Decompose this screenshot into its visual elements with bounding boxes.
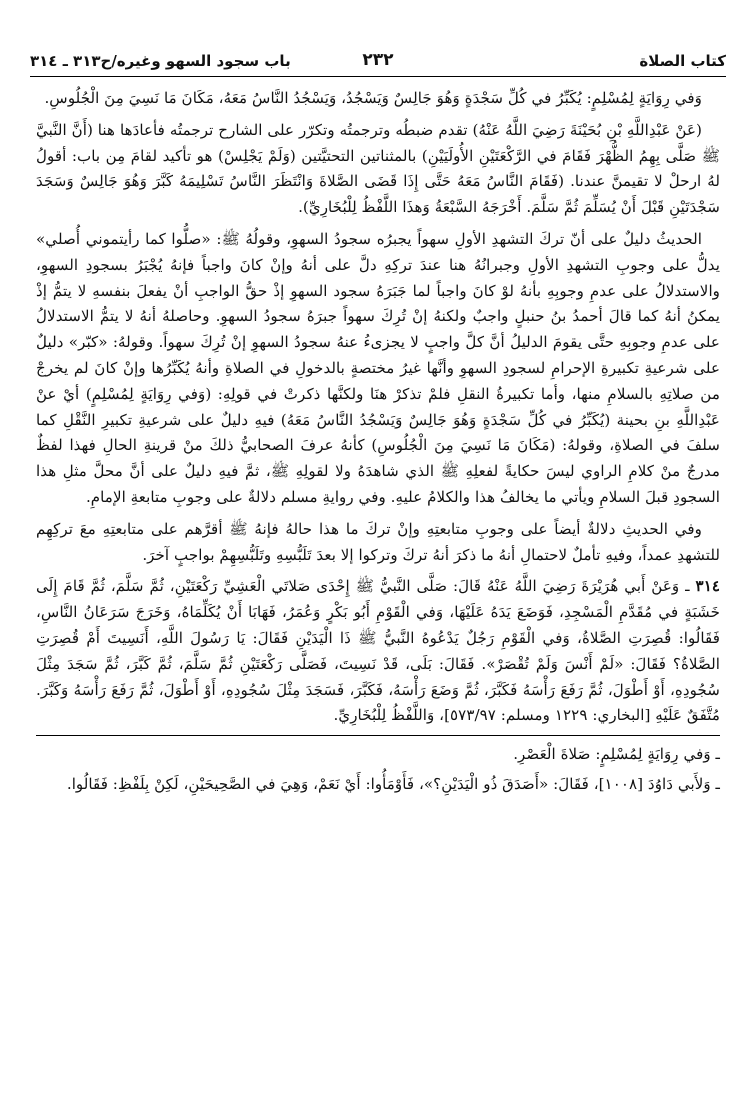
muslim-variant-line: ـ وَفي رِوَايَةٍ لِمُسْلِمٍ: صَلاةَ الْعَصْرِ.	[513, 745, 720, 764]
page-header	[30, 46, 726, 77]
book-title: كتاب الصلاة	[639, 52, 726, 70]
page-number: ٢٣٢	[362, 50, 394, 70]
page-body	[36, 86, 720, 1090]
hadith-314	[36, 574, 720, 729]
divider	[36, 735, 720, 736]
abu-dawud-variant-line: ـ وَلأَبي دَاوُدَ [١٠٠٨]، فَقَالَ: «أَصَدَقَ ذُو الْيَدَيْنِ؟»، فَأَوْمَأُوا: أَيْ نَعَمْ، وَهِيَ في الصَّحِيحَيْنِ، لَكِنْ بِلَفْظِ: فَقَالُوا.	[66, 774, 720, 793]
commentary-paragraph-3: وفي الحديثِ دلالةٌ أيضاً على وجوبِ متابعتِهِ وإنْ تركَ ما هذا حالهُ فإنهُ ﷺ أقرَّهم على متابعتِهِ معَ تركِهِم للتشهدِ عمداً، وفيهِ تأملٌ لاحتمالِ أنهُ ما ذكرَ أنهُ تركَ وتركوا إلا بعدَ تَلَبُّسِهِ وتَلَبُّسِهِمْ بواجبٍ آخرَ.	[36, 519, 720, 564]
commentary-paragraph-1: (عَنْ عَبْدِاللَّهِ بْنِ بُحَيْنَةَ رَضِيَ اللَّهُ عَنْهُ) تقدم ضبطُه وترجمتُه وتكرّر على الشارح ترجمتُه فأعادَها هنا (أَنَّ النَّبيَّ ﷺ صَلَّى بِهِمُ الظُّهْرَ فَقَامَ في الرَّكْعَتَيْنِ الأُولَيَيْنِ) بالمثناتين التحتيَّتين (وَلَمْ يَجْلِسْ) هو تأكيد لقامَ مِن باب: أقولُ لهُ ارحلْ لا تقيمنَّ عندنا. (فَقَامَ النَّاسُ مَعَهُ حَتَّى إِذَا قَضَى الصَّلاةَ وَانْتَظَرَ النَّاسُ تَسْلِيمَهُ كَبَّرَ وَهُوَ جَالِسٌ وَسَجَدَ سَجْدَتَيْنِ قَبْلَ أَنْ يُسَلِّمَ ثُمَّ سَلَّمَ. أَخْرَجَهُ السَّبْعَةُ وَهذَا اللَّفْظُ لِلْبُخَارِيِّ).	[36, 120, 720, 217]
commentary-paragraph-2: الحديثُ دليلٌ على أنّ تركَ التشهدِ الأولِ سهواً يجبرُه سجودُ السهوِ، وقولُهُ ﷺ: «صلُّوا كما رأيتموني أُصلي» يدلُّ على وجوبِ التشهدِ الأولِ وجبرانُهُ هنا عندَ تركِهِ دلَّ على أنهُ وإنْ كانَ واجباً فإنهُ يُجْبَرُ بسجودِ السهوِ، والاستدلالُ على عدمِ وجوبِهِ بأنهُ لوْ كانَ واجباً لما جَبَرَهُ سجود السهوِ إذْ حقُّ الواجبِ أنْ يفعلَ بنفسهِ لا يتمُّ إذْ يمكنُ أنهُ كما قالَ أحمدُ بنُ حنبلٍ واجبٌ ولكنهُ إنْ تُرِكَ سهواً جبرَهُ سجودُ السهوِ. وحاصلهُ أنهُ لا يتمُّ الاستدلالُ على عدمِ وجوبِهِ حتَّى يقومَ الدليلُ أنَّ كلَّ واجبٍ لا يجزىءُ عنهُ سجودُ السهوِ إنْ تُرِكَ سهواً. وقولهُ: «كبّر» دليلٌ على شرعيةِ تكبيرةِ الإحرامِ لسجودِ السهوِ وأنَّها غيرُ مختصةٍ بالدخولِ في الصلاةِ وأنهُ يُكَبِّرُها وإنْ كانَ لم يخرجْ من صلاتِهِ بالسلامِ منها، وأما تكبيرةُ النقلِ فلمْ تذكرْ هنَا ولكنَّها ذكرتْ في قولِهِ: (وَفي رِوَايَةٍ لِمُسْلِمٍ) أيْ عنْ عَبْدِاللَّهِ بنِ بحينة (يُكَبِّرُ في كُلِّ سَجْدَةٍ وَهُوَ جَالِسٌ وَيَسْجُدُ النَّاسُ مَعَهُ) فيهِ دليلٌ على شرعيةِ تكبيرِ النَّقْلِ كما سلفَ في الصلاةِ، وقولهُ: (مَكَانَ مَا نَسِيَ مِنَ الْجُلُوسِ) كأنهُ عرفَ الصحابيُّ ذلكَ منْ قرينةِ الحالِ فهذا لفظٌ مدرجٌ منْ كلامِ الراوي ليسَ حكايةً لفعلِهِ ﷺ الذي شاهدَهُ ولا لقولِهِ ﷺ، ثمَّ فيهِ دليلٌ على أنَّ محلَّ مثلِ هذا السجودِ قبلَ السلامِ ويأتي ما يخالفُ هذا والكلامُ عليهِ. وفي روايةِ مسلم دلالةٌ على وجوبِ متابعةِ الإمامِ.	[36, 229, 721, 506]
hadith-number: ٣١٤	[695, 577, 721, 596]
muslim-narration-paragraph: وَفي رِوَايَةٍ لِمُسْلِمٍ: يُكَبِّرُ في كُلِّ سَجْدَةٍ وَهُوَ جَالِسٌ وَيَسْجُدُ، وَيَسْجُدُ النَّاسُ مَعَهُ، مَكَانَ مَا نَسِيَ مِنَ الْجُلُوسِ.	[44, 89, 702, 107]
hadith-text: ـ وَعَنْ أَبي هُرَيْرَةَ رَضِيَ اللَّهُ عَنْهُ قَالَ: صَلَّى النَّبيُّ ﷺ إِحْدَى صَلاتَي الْعَشِيِّ رَكْعَتَيْنِ، ثُمَّ سَلَّمَ، ثُمَّ قَامَ إِلَى خَشَبَةٍ في مُقَدَّمِ الْمَسْجِدِ، فَوَضَعَ يَدَهُ عَلَيْهَا، وَفي الْقَوْمِ أَبُو بَكْرٍ وَعُمَرُ، فَهَابَا أَنْ يُكَلِّمَاهُ، وَخَرَجَ سَرَعَانُ النَّاسِ، فَقَالُوا: قُصِرَتِ الصَّلاةُ، وَفي الْقَوْمِ رَجُلٌ يَدْعُوهُ النَّبيُّ ﷺ ذَا الْيَدَيْنِ فَقَالَ: يَا رَسُولَ اللَّهِ، أَنَسِيتَ أَمْ قُصِرَتِ الصَّلاةُ؟ فَقَالَ: «لَمْ أَنْسَ وَلَمْ تُقْصَرْ». فَقَالَ: بَلَى، قَدْ نَسِيتَ، فَصَلَّى رَكْعَتَيْنِ ثُمَّ سَلَّمَ، ثُمَّ كَبَّرَ، ثُمَّ سَجَدَ مِثْلَ سُجُودِهِ، أَوْ أَطْوَلَ، ثُمَّ رَفَعَ رَأْسَهُ فَكَبَّرَ، ثُمَّ وَضَعَ رَأْسَهُ، فَكَبَّرَ، فَسَجَدَ مِثْلَ سُجُودِهِ، أَوْ أَطْوَلَ، ثُمَّ رَفَعَ رَأْسَهُ وَكَبَّرَ. مُتَّفَقٌ عَلَيْهِ [البخاري: ١٢٢٩ ومسلم: ٥٧٣/٩٧]، وَاللَّفْظُ لِلْبُخَارِيِّ.	[36, 577, 720, 725]
chapter-title: باب سجود السهو وغيره/ح٣١٣ ـ ٣١٤	[30, 52, 291, 70]
